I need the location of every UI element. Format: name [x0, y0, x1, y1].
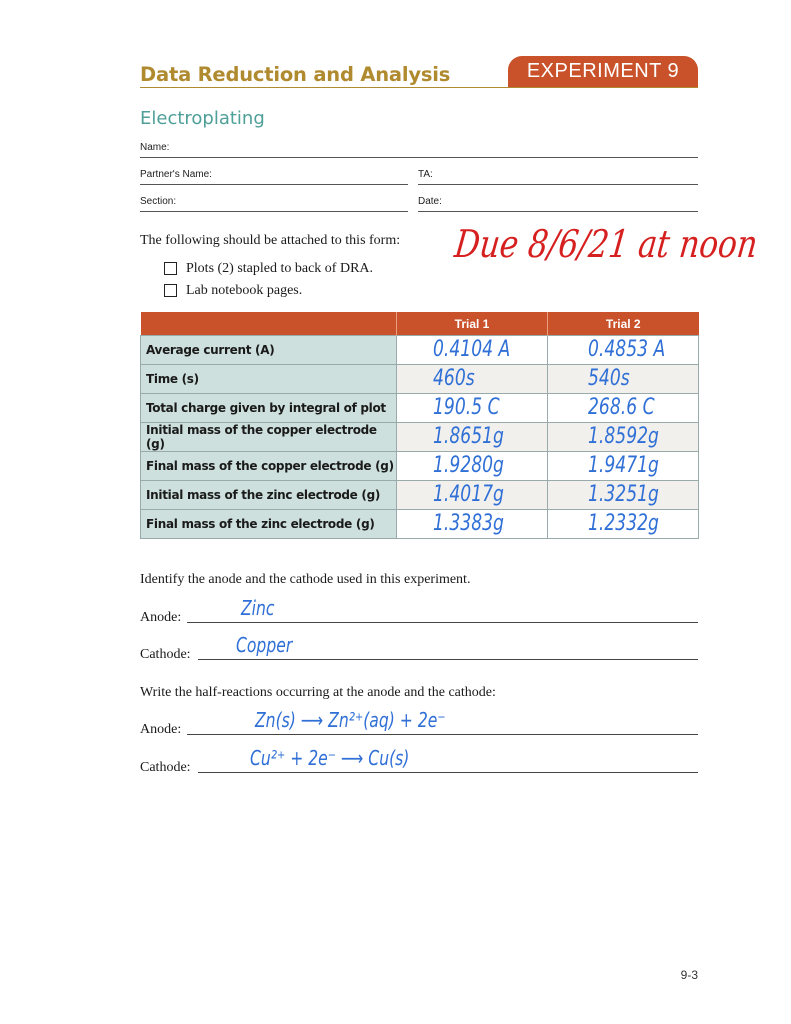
date-field[interactable] — [418, 194, 698, 212]
trial-2-cell[interactable] — [548, 452, 699, 481]
row-label: Total charge given by integral of plot — [141, 394, 397, 423]
header-title: Data Reduction and Analysis — [140, 63, 451, 86]
table-row — [141, 336, 699, 365]
table-row — [141, 423, 699, 452]
trial-2-cell[interactable] — [548, 481, 699, 510]
handwritten-value: 1.8651g — [433, 424, 504, 449]
question-1-prompt: Identify the anode and the cathode used in this experiment. — [140, 572, 471, 587]
handwritten-value: 1.9280g — [433, 453, 504, 478]
handwritten-value: 1.4017g — [433, 482, 504, 507]
trial-1-cell[interactable] — [397, 481, 548, 510]
plots-checkbox[interactable] — [164, 262, 177, 275]
q2-anode-answer-line[interactable] — [187, 708, 698, 735]
handwritten-value: 540s — [588, 366, 630, 391]
table-header-blank — [141, 312, 397, 336]
q2-anode-answer: Zn(s) ⟶ Zn²⁺(aq) + 2e⁻ — [255, 708, 446, 732]
attachments-instruction: The following should be attached to this form: — [140, 233, 401, 248]
handwritten-value: 0.4104 A — [433, 337, 511, 362]
table-row — [141, 365, 699, 394]
trial-2-cell[interactable] — [548, 394, 699, 423]
question-2-prompt: Write the half-reactions occurring at the anode and the cathode: — [140, 685, 496, 700]
row-label: Final mass of the copper electrode (g) — [141, 452, 397, 481]
handwritten-value: 1.3251g — [588, 482, 659, 507]
partner-name-label: Partner's Name: — [140, 169, 212, 180]
table-row — [141, 452, 699, 481]
trial-2-cell[interactable] — [548, 423, 699, 452]
name-label: Name: — [140, 142, 170, 153]
handwritten-value: 1.3383g — [433, 511, 504, 536]
row-label: Time (s) — [141, 365, 397, 394]
row-label: Initial mass of the zinc electrode (g) — [141, 481, 397, 510]
section-field[interactable] — [140, 194, 408, 212]
handwritten-value: 268.6 C — [588, 395, 655, 420]
row-label: Final mass of the zinc electrode (g) — [141, 510, 397, 539]
q2-cathode-label: Cathode: — [140, 760, 191, 775]
q1-anode-answer-line[interactable] — [187, 596, 698, 623]
experiment-badge: EXPERIMENT 9 — [508, 56, 698, 87]
trial-2-cell[interactable] — [548, 365, 699, 394]
plots-checkbox-label: Plots (2) stapled to back of DRA. — [186, 261, 374, 276]
table-row — [141, 394, 699, 423]
experiment-subtitle: Electroplating — [140, 108, 265, 129]
notebook-checkbox[interactable] — [164, 284, 177, 297]
q1-cathode-label: Cathode: — [140, 647, 191, 662]
q1-anode-answer: Zinc — [241, 596, 275, 620]
handwritten-value: 0.4853 A — [588, 337, 666, 362]
date-label: Date: — [418, 196, 442, 207]
trial-1-cell[interactable] — [397, 510, 548, 539]
table-header-trial-1: Trial 1 — [397, 312, 548, 336]
row-label: Average current (A) — [141, 336, 397, 365]
q1-cathode-answer: Copper — [236, 633, 293, 657]
trial-1-cell[interactable] — [397, 394, 548, 423]
results-table — [140, 312, 699, 539]
ta-label: TA: — [418, 169, 433, 180]
q1-cathode-answer-line[interactable] — [198, 633, 698, 660]
q1-anode-label: Anode: — [140, 610, 182, 625]
q2-cathode-answer: Cu²⁺ + 2e⁻ ⟶ Cu(s) — [250, 746, 410, 770]
table-header-trial-2: Trial 2 — [548, 312, 699, 336]
handwritten-value: 1.2332g — [588, 511, 659, 536]
name-field[interactable] — [140, 140, 698, 158]
notebook-checkbox-label: Lab notebook pages. — [186, 283, 303, 298]
ta-field[interactable] — [418, 167, 698, 185]
handwritten-value: 190.5 C — [433, 395, 500, 420]
trial-1-cell[interactable] — [397, 365, 548, 394]
q2-cathode-answer-line[interactable] — [198, 746, 698, 773]
trial-1-cell[interactable] — [397, 423, 548, 452]
table-row — [141, 481, 699, 510]
handwritten-value: 1.8592g — [588, 424, 659, 449]
trial-2-cell[interactable] — [548, 336, 699, 365]
section-label: Section: — [140, 196, 177, 207]
q2-anode-label: Anode: — [140, 722, 182, 737]
page-number: 9-3 — [680, 968, 698, 982]
row-label: Initial mass of the copper electrode (g) — [141, 423, 397, 452]
partner-name-field[interactable] — [140, 167, 408, 185]
handwritten-value: 460s — [433, 366, 475, 391]
handwritten-due-note: Due 8/6/21 at noon — [452, 222, 760, 266]
page-header — [140, 56, 698, 88]
handwritten-value: 1.9471g — [588, 453, 659, 478]
trial-1-cell[interactable] — [397, 336, 548, 365]
table-header-row — [141, 312, 699, 336]
trial-2-cell[interactable] — [548, 510, 699, 539]
trial-1-cell[interactable] — [397, 452, 548, 481]
table-row — [141, 510, 699, 539]
